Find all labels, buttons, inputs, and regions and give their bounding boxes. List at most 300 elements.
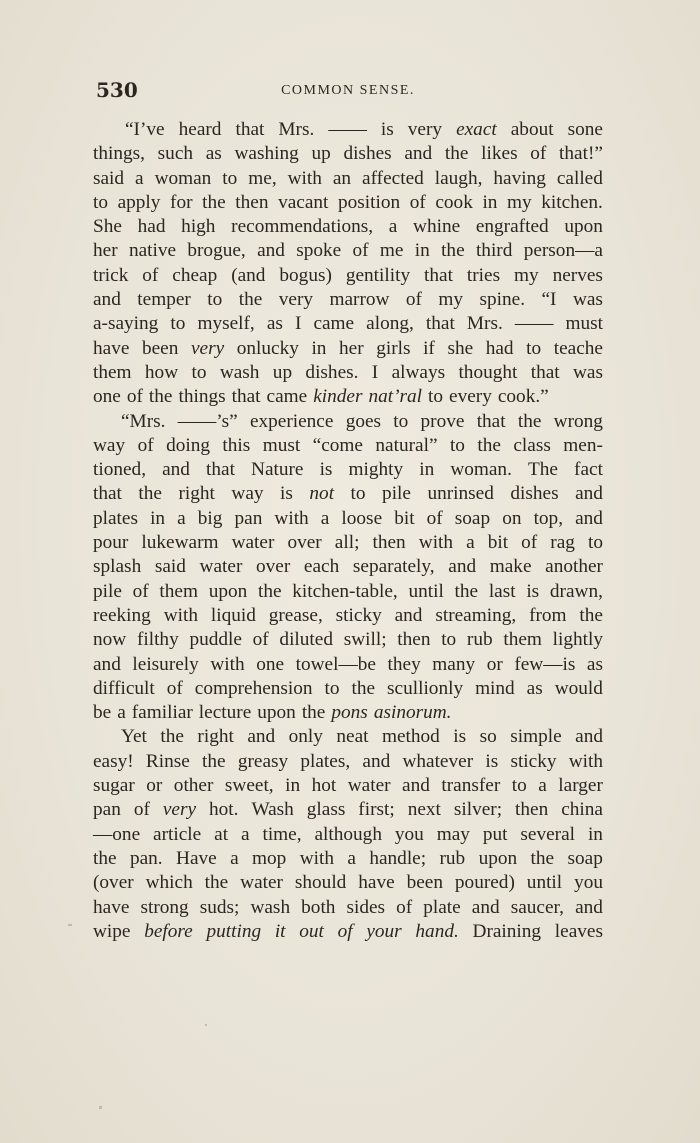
word: and [394, 604, 423, 626]
word: last [488, 580, 516, 602]
word: doing [166, 434, 210, 456]
word: she [447, 337, 474, 359]
word: comprehension [194, 677, 313, 699]
word: transfer [441, 775, 501, 797]
word: the [93, 847, 117, 869]
word: the [138, 483, 162, 505]
word: hot. [209, 799, 239, 821]
word: the [441, 240, 465, 262]
text-line [93, 410, 603, 434]
word: an [332, 167, 352, 189]
word: and [575, 896, 603, 918]
word: in [285, 775, 301, 797]
word: then [235, 191, 269, 213]
word: have [358, 872, 395, 894]
word: way [93, 434, 126, 456]
word: class [513, 434, 551, 456]
word: had [137, 216, 166, 238]
word: drawn, [549, 580, 603, 602]
text-line [93, 215, 603, 239]
text-line [93, 920, 603, 944]
word: method [381, 726, 440, 748]
word: rag [550, 532, 575, 554]
word: scullionly [387, 677, 464, 699]
word: up [311, 143, 331, 165]
word: a [388, 216, 398, 238]
word: put [482, 823, 508, 845]
word: a [466, 532, 475, 554]
word: apply [117, 191, 161, 213]
running-title: COMMON SENSE. [281, 83, 415, 98]
word: upon [257, 702, 296, 724]
word: dishes [343, 143, 392, 165]
text-line [93, 871, 603, 895]
word: all; [334, 532, 360, 554]
text-line [93, 288, 603, 312]
word: person—a [523, 240, 603, 262]
word: a [347, 847, 356, 869]
word: hand. [415, 920, 459, 942]
word: sone [567, 119, 603, 140]
word: things [178, 386, 226, 408]
word: as [526, 677, 543, 699]
word: the [579, 604, 603, 626]
word: then [372, 532, 406, 554]
word: I [294, 313, 302, 335]
word: puddle [189, 629, 242, 651]
word: bit [487, 532, 509, 554]
word: plates [93, 507, 138, 529]
text-line [93, 337, 603, 361]
word: woman [154, 167, 212, 189]
word: third [475, 240, 513, 262]
word: and [93, 653, 121, 675]
word: have [93, 337, 130, 359]
text-line [93, 239, 603, 263]
word: spoke [296, 240, 342, 262]
word: to [324, 677, 340, 699]
word: I [371, 361, 379, 383]
word: over [287, 532, 322, 554]
word: this [222, 434, 251, 456]
word: natural” [375, 434, 438, 456]
word: how [144, 361, 179, 383]
word: sticky [510, 750, 557, 772]
text-line [93, 677, 603, 701]
word: or [486, 653, 503, 675]
word: the [351, 677, 376, 699]
word: towel—be [295, 653, 376, 675]
word: cheap [172, 264, 218, 286]
text-line [93, 264, 603, 288]
word: men- [563, 434, 603, 456]
word: asinorum. [373, 702, 452, 724]
word: tries [466, 264, 501, 286]
word: such [157, 143, 194, 165]
word: silver; [453, 799, 503, 821]
word: make [489, 556, 532, 578]
word: very [190, 337, 225, 359]
word: and [362, 750, 391, 772]
word: the [444, 143, 469, 165]
word: and [162, 459, 190, 481]
word: my [514, 264, 539, 286]
word: of [252, 629, 269, 651]
text-line [93, 725, 603, 749]
word: and [93, 289, 121, 311]
word: water [240, 872, 283, 894]
word: having [493, 167, 546, 189]
word: suds; [199, 896, 240, 918]
word: with [163, 604, 198, 626]
word: dishes [510, 483, 559, 505]
word: to [170, 313, 186, 335]
word: you [394, 823, 424, 845]
page-number: 530 [96, 78, 138, 102]
word: with [274, 507, 309, 529]
word: nat’ral [368, 386, 423, 408]
word: to [93, 191, 108, 213]
word: laugh, [434, 167, 483, 189]
text-line [93, 482, 603, 506]
word: not [309, 483, 335, 505]
word: Have [176, 847, 217, 869]
word: along, [366, 313, 414, 335]
word: is [380, 119, 394, 140]
word: upon [208, 580, 248, 602]
word: pan [234, 507, 263, 529]
text-line [93, 628, 603, 652]
word: sweet, [224, 775, 274, 797]
text-line [93, 531, 603, 555]
word: Mrs. [278, 119, 315, 140]
text-line [93, 385, 603, 409]
word: my [507, 191, 532, 213]
word: or [146, 775, 163, 797]
word: lightly [552, 629, 603, 651]
word: mighty [348, 459, 404, 481]
word: neat [336, 726, 369, 748]
word: of [426, 507, 443, 529]
word: until [526, 872, 563, 894]
word: Yet [121, 726, 147, 748]
word: plates, [300, 750, 351, 772]
word: myself, [197, 313, 255, 335]
word: it [274, 920, 286, 942]
text-line [93, 434, 603, 458]
word: always [391, 361, 446, 383]
word: time, [262, 823, 302, 845]
word: woman. [450, 459, 512, 481]
word: hot [311, 775, 337, 797]
word: way [231, 483, 264, 505]
word: whatever [402, 750, 474, 772]
paragraph [93, 118, 603, 410]
word: kitchen-table, [292, 580, 398, 602]
body-text [93, 118, 603, 944]
word: native [128, 240, 177, 262]
word: spine. [479, 289, 526, 311]
word: recommendations, [231, 216, 374, 238]
word: of [409, 191, 426, 213]
word: with [287, 167, 322, 189]
text-line [93, 507, 603, 531]
word: liquid [210, 604, 256, 626]
word: in [587, 823, 603, 845]
word: then [515, 799, 549, 821]
word: my [438, 289, 464, 311]
word: —— [514, 313, 554, 335]
text-line [93, 896, 603, 920]
word: leaves [554, 920, 603, 942]
word: up [272, 361, 293, 383]
word: and [247, 726, 276, 748]
word: cook [435, 191, 473, 213]
word: tioned, [93, 459, 147, 481]
word: each [303, 556, 340, 578]
word: several [520, 823, 576, 845]
word: soap [567, 847, 603, 869]
word: may [436, 823, 470, 845]
word: big [197, 507, 223, 529]
word: that [425, 313, 455, 335]
word: and [448, 556, 477, 578]
word: of [352, 240, 369, 262]
word: the [257, 580, 282, 602]
word: a [320, 507, 330, 529]
word: from [529, 604, 567, 626]
word: that [93, 483, 122, 505]
word: wash [250, 896, 291, 918]
word: at [214, 823, 229, 845]
word: only [288, 726, 323, 748]
word: the [204, 872, 229, 894]
word: teache [553, 337, 603, 359]
word: the [202, 191, 226, 213]
word: likes [481, 143, 518, 165]
word: of [133, 799, 150, 821]
word: whine [413, 216, 461, 238]
word: (and [231, 264, 266, 286]
text-line [93, 750, 603, 774]
word: now [93, 629, 127, 651]
word: water [231, 532, 275, 554]
word: of [137, 434, 154, 456]
word: of [337, 920, 353, 942]
word: larger [558, 775, 603, 797]
word: many [432, 653, 476, 675]
word: ——’s” [177, 410, 238, 432]
word: for [170, 191, 193, 213]
word: thought [458, 361, 518, 383]
word: then [397, 629, 431, 651]
word: if [423, 337, 435, 359]
word: me, [248, 167, 277, 189]
word: gentility [345, 264, 411, 286]
word: heard [178, 119, 222, 140]
word: in [414, 240, 430, 262]
paper-speck [68, 924, 72, 926]
word: pour [93, 532, 129, 554]
word: the [517, 410, 542, 432]
word: the [477, 434, 501, 456]
word: sugar [93, 775, 135, 797]
word: said [93, 167, 125, 189]
word: separately, [352, 556, 435, 578]
word: Nature [251, 459, 304, 481]
word: few—is [514, 653, 576, 675]
word: that [235, 119, 265, 140]
word: of [405, 289, 422, 311]
text-line [93, 555, 603, 579]
word: the [160, 726, 184, 748]
word: poured) [454, 872, 515, 894]
text-line [93, 774, 603, 798]
word: right [197, 726, 234, 748]
text-line [93, 167, 603, 191]
word: with [299, 847, 334, 869]
word: over [256, 556, 291, 578]
word: to [441, 629, 457, 651]
word: Mrs. [466, 313, 503, 335]
word: and [402, 775, 430, 797]
word: and [575, 726, 603, 748]
word: reeking [93, 604, 151, 626]
word: brogue, [187, 240, 246, 262]
text-line [93, 580, 603, 604]
word: them [93, 361, 132, 383]
word: with [568, 750, 603, 772]
word: with [210, 653, 245, 675]
word: in [150, 507, 166, 529]
word: had [485, 337, 514, 359]
word: washing [234, 143, 299, 165]
word: article [153, 823, 202, 845]
word: lecture [198, 702, 252, 724]
word: been [406, 872, 443, 894]
word: was [572, 361, 603, 383]
word: of [142, 264, 159, 286]
word: dishes. [305, 361, 359, 383]
word: She [93, 216, 122, 238]
word: exact [456, 119, 497, 140]
word: top, [533, 507, 564, 529]
word: wrong [553, 410, 603, 432]
word: both [301, 896, 336, 918]
word: girls [376, 337, 411, 359]
word: —one [93, 823, 141, 845]
word: that [424, 264, 453, 286]
text-line [93, 604, 603, 628]
word: unrinsed [427, 483, 494, 505]
word: should [294, 872, 347, 894]
word: nerves [552, 264, 603, 286]
word: “I [541, 289, 557, 311]
word: plate [423, 896, 461, 918]
text-line [93, 847, 603, 871]
word: rub [466, 629, 493, 651]
word: another [545, 556, 603, 578]
word: before [144, 920, 193, 942]
word: to [222, 167, 238, 189]
word: strong [140, 896, 189, 918]
text-line [93, 458, 603, 482]
word: about [510, 119, 554, 140]
word: and [575, 483, 603, 505]
word: every [449, 386, 492, 408]
word: and [404, 143, 433, 165]
word: as [205, 143, 222, 165]
word: grease, [268, 604, 323, 626]
word: to [511, 775, 527, 797]
text-line [93, 191, 603, 215]
word: pile [382, 483, 411, 505]
word: wipe [93, 920, 131, 942]
word: said [154, 556, 186, 578]
word: and [257, 240, 285, 262]
word: that!” [559, 143, 603, 165]
word: right [178, 483, 215, 505]
word: of [521, 532, 538, 554]
word: to [191, 361, 207, 383]
word: sides [346, 896, 386, 918]
word: Rinse [145, 750, 190, 772]
word: glass [306, 799, 346, 821]
word: to [207, 289, 223, 311]
word: one [256, 653, 285, 675]
word: bit [394, 507, 415, 529]
text-line [93, 142, 603, 166]
word: came [266, 386, 308, 408]
word: pile [93, 580, 122, 602]
word: and [471, 896, 500, 918]
word: splash [93, 556, 142, 578]
word: high [181, 216, 216, 238]
word: which [145, 872, 193, 894]
word: diluted [279, 629, 333, 651]
word: familiar [131, 702, 193, 724]
word: called [556, 167, 603, 189]
word: mop [252, 847, 287, 869]
paper-speck [99, 1106, 102, 1109]
word: as [266, 313, 283, 335]
word: onlucky [236, 337, 299, 359]
text-line [93, 653, 603, 677]
word: lukewarm [141, 532, 219, 554]
word: pan. [129, 847, 163, 869]
word: a [117, 702, 126, 724]
word: with [418, 532, 454, 554]
word: experience [249, 410, 334, 432]
word: of [166, 677, 183, 699]
word: of [132, 580, 149, 602]
word: that [231, 386, 261, 408]
word: to [587, 532, 603, 554]
word: a [538, 775, 547, 797]
word: greasy [237, 750, 289, 772]
word: very [162, 799, 197, 821]
word: have [93, 896, 130, 918]
word: “I’ve [125, 119, 165, 140]
word: would [554, 677, 603, 699]
word: swill; [343, 629, 387, 651]
paragraph [93, 410, 603, 726]
word: goes [345, 410, 382, 432]
word: pan [93, 799, 121, 821]
word: marrow [329, 289, 390, 311]
word: rub [439, 847, 466, 869]
word: vacant [278, 191, 329, 213]
